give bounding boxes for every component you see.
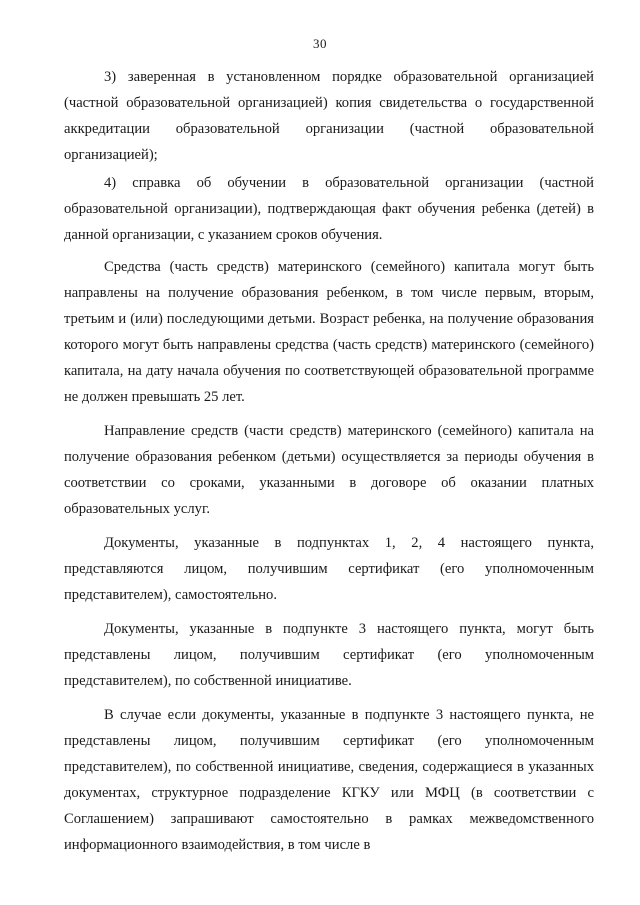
paragraph-documents-self: Документы, указанные в подпунктах 1, 2, 4 настоящего пункта, представляются лицом, получившим сертификат (его уполномоченным представителем), самостоятельно. (64, 535, 594, 603)
paragraph-funding-periods: Направление средств (части средств) материнского (семейного) капитала на получение образования ребенком (детьми) осуществляется за периоды обучения в соответствии со сроками, указанными в договоре об оказании платных образовательных услуг. (64, 423, 594, 517)
page-number: 30 (313, 36, 327, 51)
paragraph-item-4: 4) справка об обучении в образовательной организации (частной образовательной организации), подтверждающая факт обучения ребенка (детей) в данной организации, с указанием сроков обучения. (64, 175, 594, 243)
paragraph-documents-initiative: Документы, указанные в подпункте 3 настоящего пункта, могут быть представлены лицом, получившим сертификат (его уполномоченным представителем), по собственной инициативе. (64, 621, 594, 689)
document-body (64, 64, 594, 858)
paragraph-item-3: 3) заверенная в установленном порядке образовательной организацией (частной образовательной организацией) копия свидетельства о государственной аккредитации образовательной организации (частной образовательной организацией); (64, 69, 594, 163)
paragraph-interagency-request: В случае если документы, указанные в подпункте 3 настоящего пункта, не представлены лицом, получившим сертификат (его уполномоченным представителем), по собственной инициативе, сведения, содержащиеся в указанных документах, структурное подразделение КГКУ или МФЦ (в соответствии с Соглашением) запрашивают самостоятельно в рамках межведомственного информационного взаимодействия, в том числе в (64, 707, 594, 853)
paragraph-funds-direction: Средства (часть средств) материнского (семейного) капитала могут быть направлены на получение образования ребенком, в том числе первым, вторым, третьим и (или) последующими детьми. Возраст ребенка, на получение образования которого могут быть направлены средства (часть средств) материнского (семейного) капитала, на дату начала обучения по соответствующей образовательной программе не должен превышать 25 лет. (64, 259, 594, 405)
